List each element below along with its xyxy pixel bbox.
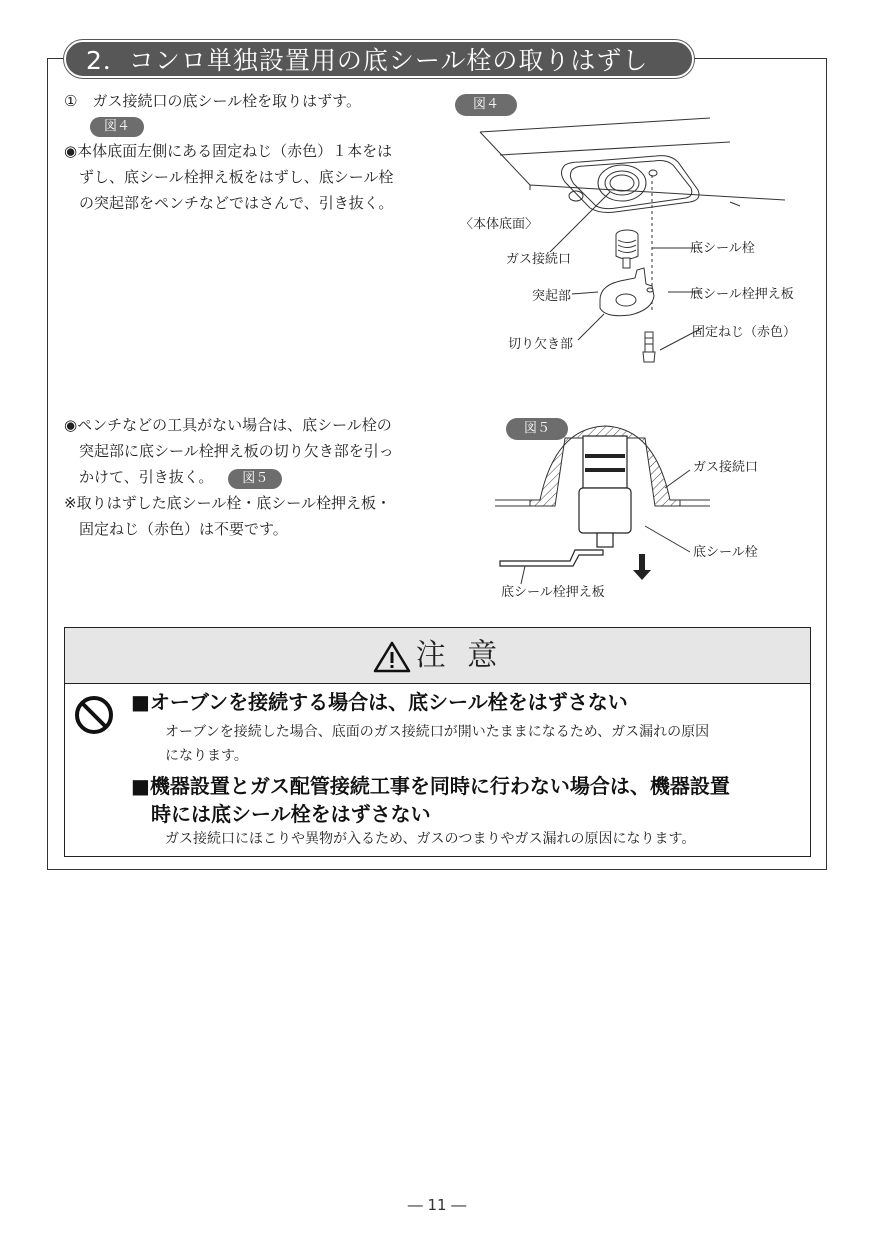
- figure4-label-notch: 切り欠き部: [508, 337, 574, 352]
- figure4-label-plate: 底シール栓押え板: [690, 287, 794, 302]
- step2-note-line-1: ※取りはずした底シール栓・底シール栓押え板・: [64, 494, 391, 512]
- figure4-label-seal-plug: 底シール栓: [690, 241, 755, 256]
- caution-header: [65, 628, 810, 684]
- figure4-label-body-bottom: 〈本体底面〉: [460, 217, 539, 232]
- step1-fig-ref-container: [90, 115, 144, 137]
- step2-bullet: [64, 412, 394, 542]
- step2-bullet-line-3: かけて、引き抜く。: [64, 468, 214, 486]
- figure5-tag: 図５: [506, 418, 568, 440]
- caution-item1-body-line-2: になります。: [165, 748, 248, 764]
- caution-box: [64, 627, 811, 857]
- caution-item1-body-line-1: オーブンを接続した場合、底面のガス接続口が開いたままになるため、ガス漏れの原因: [165, 724, 710, 740]
- figure5-diagram: [495, 418, 795, 608]
- figure5-label-seal-plug: 底シール栓: [693, 545, 758, 560]
- figure5-label-plate: 底シール栓押え板: [501, 585, 605, 600]
- section-title: 2．コンロ単独設置用の底シール栓の取りはずし: [64, 40, 694, 78]
- figure4-label-gas-inlet: ガス接続口: [506, 252, 572, 267]
- figure5-label-gas-inlet: ガス接続口: [693, 460, 759, 475]
- caution-item1-head: ■オーブンを接続する場合は、底シール栓をはずさない: [131, 690, 628, 714]
- page-number: ― 11 ―: [407, 1196, 467, 1214]
- step1-bullet-line-2: ずし、底シール栓押え板をはずし、底シール栓: [64, 168, 394, 186]
- caution-item2-head-line-2: 時には底シール栓をはずさない: [131, 802, 431, 826]
- caution-item2-head-line-1: ■機器設置とガス配管接続工事を同時に行わない場合は、機器設置: [131, 774, 730, 798]
- figure4-label-screw: 固定ねじ（赤色）: [692, 325, 797, 340]
- step2-bullet-line-2: 突起部に底シール栓押え板の切り欠き部を引っ: [64, 442, 394, 460]
- step1-bullet-line-1: ◉本体底面左側にある固定ねじ（赤色）１本をは: [64, 142, 393, 160]
- figure4-diagram: [440, 110, 825, 380]
- step1-instruction: ① ガス接続口の底シール栓を取りはずす。: [64, 92, 361, 110]
- caution-item2-body: ガス接続口にほこりや異物が入るため、ガスのつまりやガス漏れの原因になります。: [165, 831, 696, 847]
- figure4-label-protrusion: 突起部: [532, 289, 572, 304]
- step2-note-line-2: 固定ねじ（赤色）は不要です。: [64, 520, 288, 538]
- caution-item2-head: [131, 772, 730, 828]
- step1-bullet-line-3: の突起部をペンチなどではさんで、引き抜く。: [64, 194, 394, 212]
- caution-item1-body: [165, 720, 709, 768]
- step2-fig-ref: 図５: [228, 469, 282, 489]
- step2-bullet-line-1: ◉ペンチなどの工具がない場合は、底シール栓の: [64, 416, 392, 434]
- caution-title: 注 意: [415, 638, 504, 673]
- prohibition-icon: [73, 694, 115, 736]
- step2-bullet-line-3-wrap: [64, 464, 394, 490]
- figure4-tag: 図４: [455, 94, 517, 116]
- step1-bullet: [64, 138, 393, 216]
- step1-fig-ref: 図４: [90, 117, 144, 137]
- warning-triangle-icon: [372, 640, 412, 674]
